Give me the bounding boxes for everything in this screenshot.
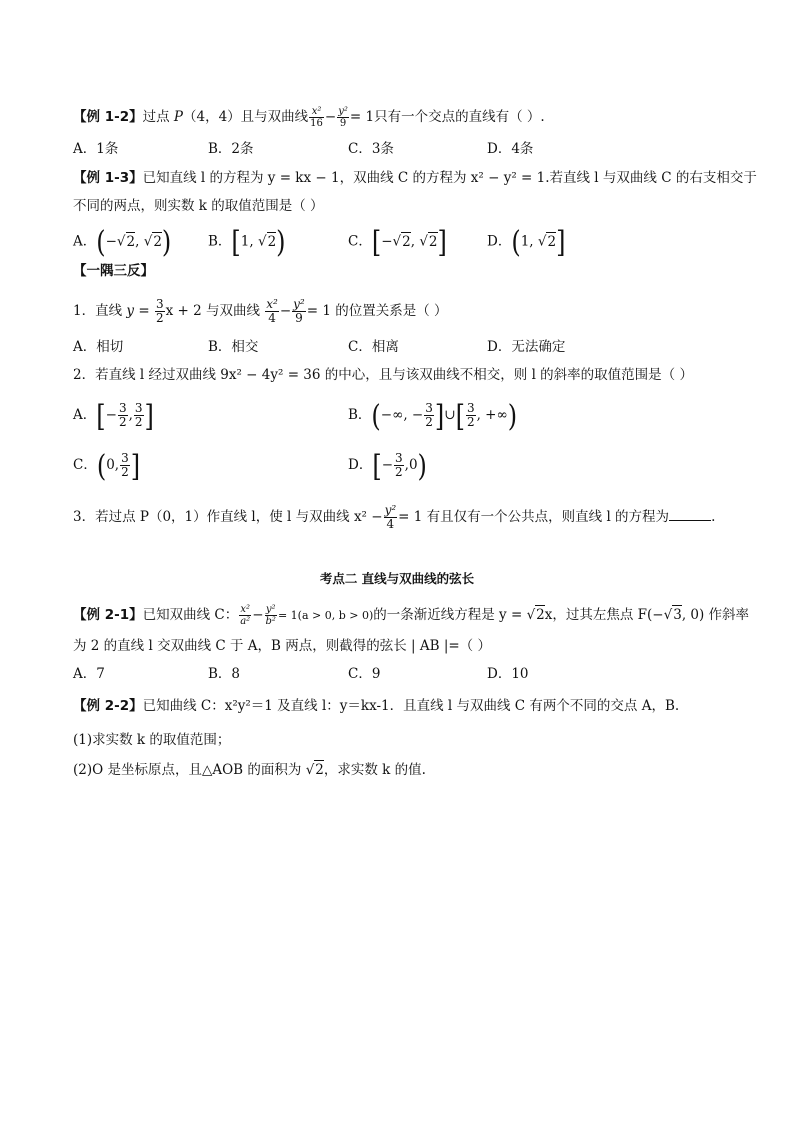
option-b: B．8 <box>208 666 241 682</box>
option-d: D．[− $\frac{3}{2}$ ,0) <box>348 448 427 483</box>
question-3: 3．若过点 P（0，1）作直线 l，使 l 与双曲线 x² − $\frac{\text{y²}}{4}$ = 1 有且仅有一个公共点，则直线 l 的方程为 . <box>73 503 716 531</box>
fraction: $\frac{\text{y²}}{9}$ <box>293 297 305 325</box>
option-b: B．(−∞, − $\frac{3}{2}$ ]∪[ $\frac{3}{2}$ , +∞) <box>348 398 518 433</box>
fraction: $\frac{\text{x²}}{\text{a²}}$ <box>240 604 251 627</box>
part-2: (2)O 是坐标原点，且△AOB 的面积为 √2，求实数 k 的值. <box>73 762 426 778</box>
fraction: $\frac{3}{2}$ <box>155 297 164 325</box>
option-a: A．1条 <box>73 141 119 157</box>
option-d: D．4条 <box>487 141 534 157</box>
option-a: A．7 <box>73 666 105 682</box>
example-tag: 【例 1-3】 <box>73 170 143 186</box>
option-c: C．3条 <box>348 141 394 157</box>
section-heading: 【一隅三反】 <box>73 263 154 279</box>
option-d: D．无法确定 <box>487 339 566 355</box>
option-d: D．(1, √2] <box>487 224 566 260</box>
section-title: 考点二 直线与双曲线的弦长 <box>319 571 475 586</box>
option-a: A．[− $\frac{3}{2}$ , $\frac{3}{2}$ ] <box>73 398 154 433</box>
example-2-2-question: 【例 2-2】已知曲线 C：x²y²＝1 及直线 l：y＝kx-1．且直线 l 与双曲线 C 有两个不同的交点 A，B. <box>73 698 680 714</box>
example-1-3-question: 【例 1-3】已知直线 l 的方程为 y = kx − 1，双曲线 C 的方程为 x² − y² = 1.若直线 l 与双曲线 C 的右支相交于 <box>73 170 757 186</box>
example-2-1-question: 【例 2-1】已知双曲线 C： $\frac{\text{x²}}{\text{a²}}$ − $\frac{\text{y²}}{\text{b²}}$ = 1(a > 0, b > 0)的一条渐近线方程是 y = √2x，过其左焦点 F(−√3, 0) 作斜率 <box>73 604 750 627</box>
option-d: D．10 <box>487 666 529 682</box>
answer-blank <box>669 508 711 521</box>
fraction: $\frac{\text{y²}}{\text{b²}}$ <box>265 604 276 627</box>
fraction: $\frac{\text{y²}}{4}$ <box>384 503 397 531</box>
example-2-1-line2: 为 2 的直线 l 交双曲线 C 于 A，B 两点，则截得的弦长 | AB |=（ ） <box>73 638 491 654</box>
option-c: C．9 <box>348 666 381 682</box>
fraction: $\frac{\text{x²}}{16}$ <box>310 106 323 129</box>
option-b: B．[1, √2) <box>208 224 286 260</box>
option-c: C．相离 <box>348 339 399 355</box>
fraction: $\frac{\text{x²}}{4}$ <box>266 297 278 325</box>
question-1: 1．直线 y = $\frac{3}{2}$ x + 2 与双曲线 $\frac{\text{x²}}{4}$ − $\frac{\text{y²}}{9}$ = 1 的位置关系是（ ） <box>73 297 448 325</box>
option-c: C．(0, $\frac{3}{2}$ ] <box>73 448 141 483</box>
option-c: C．[−√2, √2] <box>348 224 447 260</box>
example-1-3-line2: 不同的两点，则实数 k 的取值范围是（ ） <box>73 198 324 214</box>
option-b: B．相交 <box>208 339 259 355</box>
example-tag: 【例 1-2】 <box>73 109 143 125</box>
question-2: 2．若直线 l 经过双曲线 9x² − 4y² = 36 的中心，且与该双曲线不相交，则 l 的斜率的取值范围是（ ） <box>73 367 693 383</box>
option-a: A．(−√2, √2) <box>73 224 172 260</box>
option-b: B．2条 <box>208 141 254 157</box>
part-1: (1)求实数 k 的取值范围； <box>73 732 231 748</box>
fraction: $\frac{\text{y²}}{9}$ <box>338 106 348 129</box>
option-a: A．相切 <box>73 339 124 355</box>
example-1-2-question: 【例 1-2】过点 P（4，4）且与双曲线 $\frac{\text{x²}}{16}$ − $\frac{\text{y²}}{9}$ = 1只有一个交点的直线有（ ）. <box>73 106 545 129</box>
